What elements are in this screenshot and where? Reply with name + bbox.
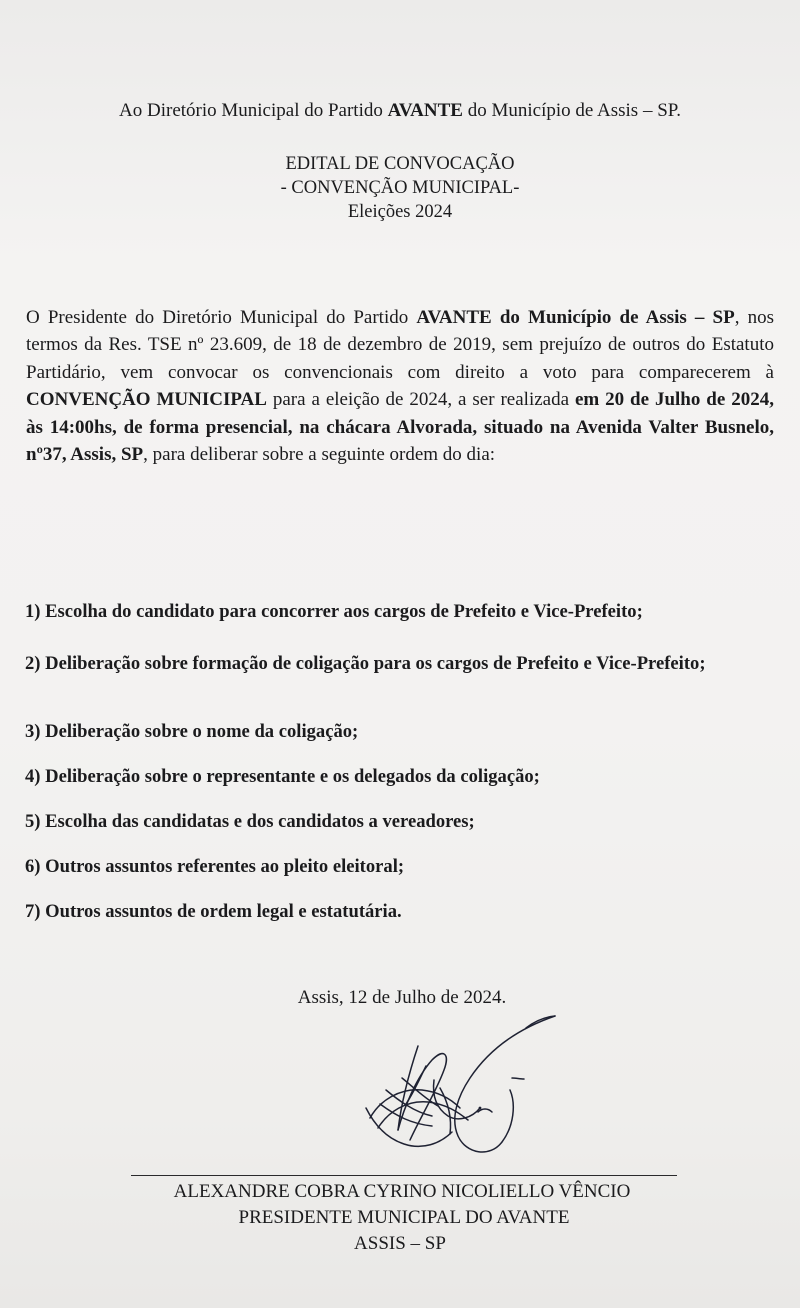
handwritten-signature <box>340 1008 580 1178</box>
agenda-item-3: 3) Deliberação sobre o nome da coligação; <box>25 721 359 742</box>
addressee-suffix: do Município de Assis – SP. <box>462 100 681 121</box>
agenda-item-2: 2) Deliberação sobre formação de coligação para os cargos de Prefeito e Vice-Prefeito; <box>25 653 706 674</box>
signer-role: PRESIDENTE MUNICIPAL DO AVANTE <box>238 1207 570 1228</box>
paragraph-text-4: , para deliberar sobre a seguinte ordem do dia: <box>143 444 496 466</box>
agenda-item-4: 4) Deliberação sobre o representante e os delegados da coligação; <box>25 766 540 787</box>
signature-line <box>131 1175 677 1176</box>
title-line-3: Eleições 2024 <box>347 202 453 222</box>
signer-location: ASSIS – SP <box>354 1233 446 1254</box>
addressee-prefix: Ao Diretório Municipal do Partido <box>119 100 388 121</box>
addressee-line <box>0 98 800 124</box>
agenda-item-6: 6) Outros assuntos referentes ao pleito eleitoral; <box>25 856 405 877</box>
place-date <box>0 986 800 1010</box>
place-date-text: Assis, 12 de Julho de 2024. <box>297 987 507 1008</box>
paragraph-text-2: , nos termos da Res. TSE nº 23.609, de 18 de dezembro de 2019, sem prejuízo de outros do Estatuto Partidário, vem convocar os convencionais com direito a voto para comparecerem à <box>26 307 775 383</box>
paragraph-bold-convention: CONVENÇÃO MUNICIPAL <box>26 389 267 411</box>
paragraph-text-3: para a eleição de 2024, a ser realizada <box>266 389 575 411</box>
document-title <box>0 152 800 224</box>
agenda-item-1: 1) Escolha do candidato para concorrer aos cargos de Prefeito e Vice-Prefeito; <box>25 601 643 622</box>
signer-block <box>0 1179 800 1257</box>
convocation-paragraph <box>26 304 774 468</box>
paragraph-bold-datetime-place: em 20 de Julho de 2024, às 14:00hs, de forma presencial, na chácara Alvorada, situado na Avenida Valter Busnelo, nº37, Assis, SP <box>26 389 774 466</box>
paragraph-text-1: O Presidente do Diretório Municipal do Partido <box>26 307 417 328</box>
signer-name: ALEXANDRE COBRA CYRINO NICOLIELLO VÊNCIO <box>173 1181 631 1202</box>
addressee-party: AVANTE <box>387 100 463 121</box>
title-line-1: EDITAL DE CONVOCAÇÃO <box>285 154 515 174</box>
agenda-item-5: 5) Escolha das candidatas e dos candidatos a vereadores; <box>25 811 475 832</box>
agenda-item-7: 7) Outros assuntos de ordem legal e estatutária. <box>25 901 402 922</box>
title-line-2: - CONVENÇÃO MUNICIPAL- <box>280 178 520 198</box>
paragraph-bold-party: AVANTE do Município de Assis – SP <box>416 307 735 328</box>
